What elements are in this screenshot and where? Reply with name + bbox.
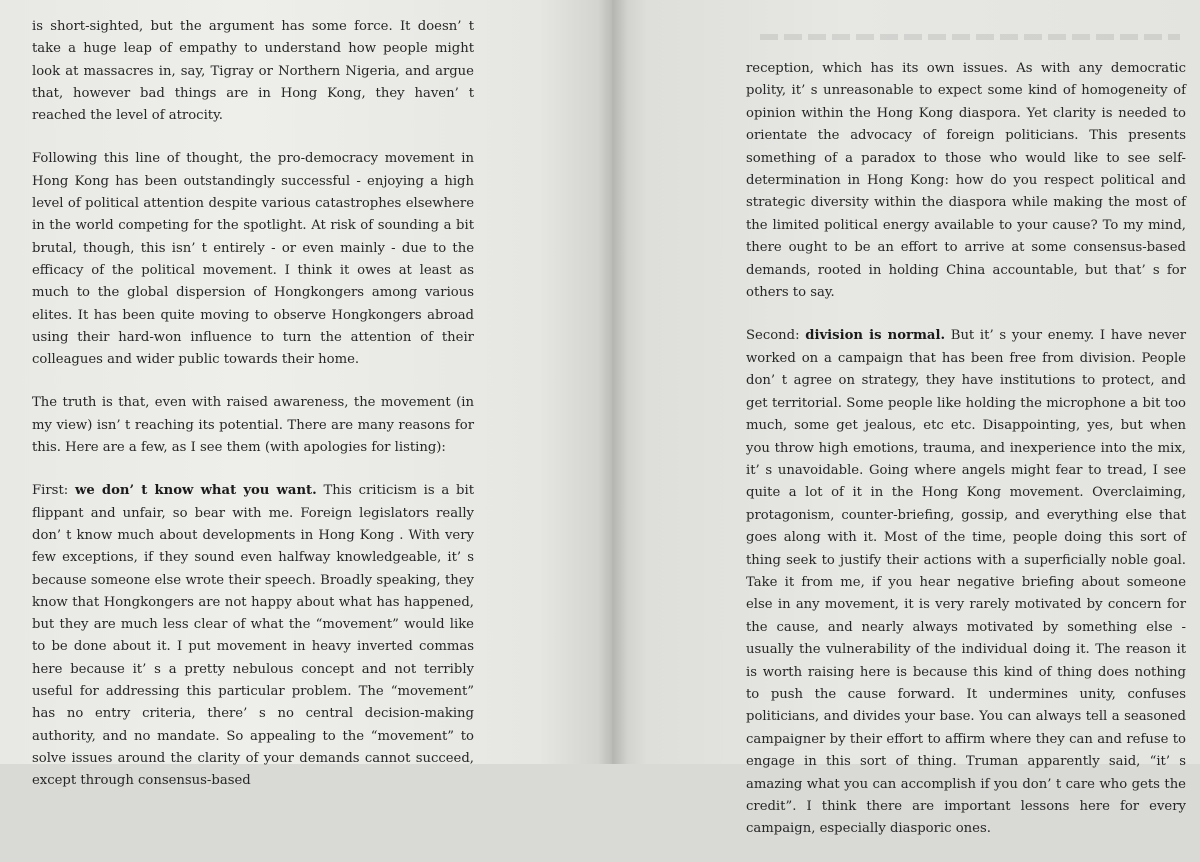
bold-heading-phrase: division is normal. xyxy=(805,328,946,344)
book-gutter-shadow xyxy=(598,0,628,764)
paragraph: The truth is that, even with raised awareness, the movement (in my view) isn’ t reaching its potential. There are many reasons for this. Here are a few, as I see them (with apologies for listing): xyxy=(32,395,474,456)
paragraph-lead: First: xyxy=(32,483,75,499)
bold-heading-phrase: we don’ t know what you want. xyxy=(74,483,317,499)
paragraph: Second: division is normal. But it’ s your enemy. I have never worked on a campaign that has been free from division. People don’ t agree on strategy, they have institutions to protect, and get territorial. Some people like holding the microphone a bit too much, some get jealous, etc etc. Disappointing, yes, but when you throw high emotions, trauma, and inexperience into the mix, it’ s unavoidable. Going where angels might fear to tread, I see quite a lot of it in the Hong Kong movement. Overclaiming, protagonism, counter-briefing, gossip, and everything else that goes along with it. Most of the time, people doing this sort of thing seek to justify their actions with a superficially noble goal. Take it from me, if you hear negative briefing about someone else in any movement, it is very rarely motivated by concern for the cause, and nearly always motivated by something else - usually the vulnerability of the individual doing it. The reason it is worth raising here is because this kind of thing does nothing to push the cause forward. It undermines unity, confuses politicians, and divides your base. You can always tell a seasoned campaigner by their effort to affirm where they can and refuse to engage in this sort of thing. Truman apparently said, “it’ s amazing what you can accomplish if you don’ t care who gets the credit”. I think there are important lessons here for every campaign, especially diasporic ones. xyxy=(746,328,1186,837)
paragraph: First: we don’ t know what you want. This criticism is a bit flippant and unfair, so bear with me. Foreign legislators really don’ t know much about developments in Hong Kong . With very few exceptions, if they sound even halfway knowledgeable, it’ s because someone else wrote their speech. Broadly speaking, they know that Hongkongers are not happy about what has happened, but they are much less clear of what the “movement” would like to be done about it. I put movement in heavy inverted commas here because it’ s a pretty nebulous concept and not terribly useful for addressing this particular problem. The “movement” has no entry criteria, there’ s no central decision-making authority, and no mandate. So appealing to the “movement” to solve issues around the clarity of your demands cannot succeed, except through consensus-based xyxy=(32,483,475,789)
paragraph-lead: Second: xyxy=(746,328,806,344)
left-page xyxy=(0,0,612,789)
paragraph: reception, which has its own issues. As with any democratic polity, it’ s unreasonable to expect some kind of homogeneity of opinion within the Hong Kong diaspora. Yet clarity is needed to orientate the advocacy of foreign politicians. This presents something of a paradox to those who would like to see self-determination in Hong Kong: how do you respect political and strategic diversity within the diaspora while making the most of the limited political energy available to your cause? To my mind, there ought to be an effort to arrive at some consensus-based demands, rooted in holding China accountable, but that’ s for others to say. xyxy=(746,61,1186,301)
paragraph: Following this line of thought, the pro-democracy movement in Hong Kong has been outstandingly successful - enjoying a high level of political attention despite various catastrophes elsewhere in the world competing for the spotlight. At risk of sounding a bit brutal, though, this isn’ t entirely - or even mainly - due to the efficacy of the political movement. I think it owes at least as much to the global dispersion of Hongkongers among various elites. It has been quite moving to observe Hongkongers abroad using their hard-won influence to turn the attention of their colleagues and wider public towards their home. xyxy=(32,151,474,368)
right-page-text-column xyxy=(746,58,1186,862)
paragraph: is short-sighted, but the argument has some force. It doesn’ t take a huge leap of empathy to understand how people might look at massacres in, say, Tigray or Northern Nigeria, and argue that, however bad things are in Hong Kong, they haven’ t reached the level of atrocity. xyxy=(32,19,474,124)
cut-off-top-text xyxy=(760,34,1180,40)
left-page-text-column xyxy=(32,16,474,814)
